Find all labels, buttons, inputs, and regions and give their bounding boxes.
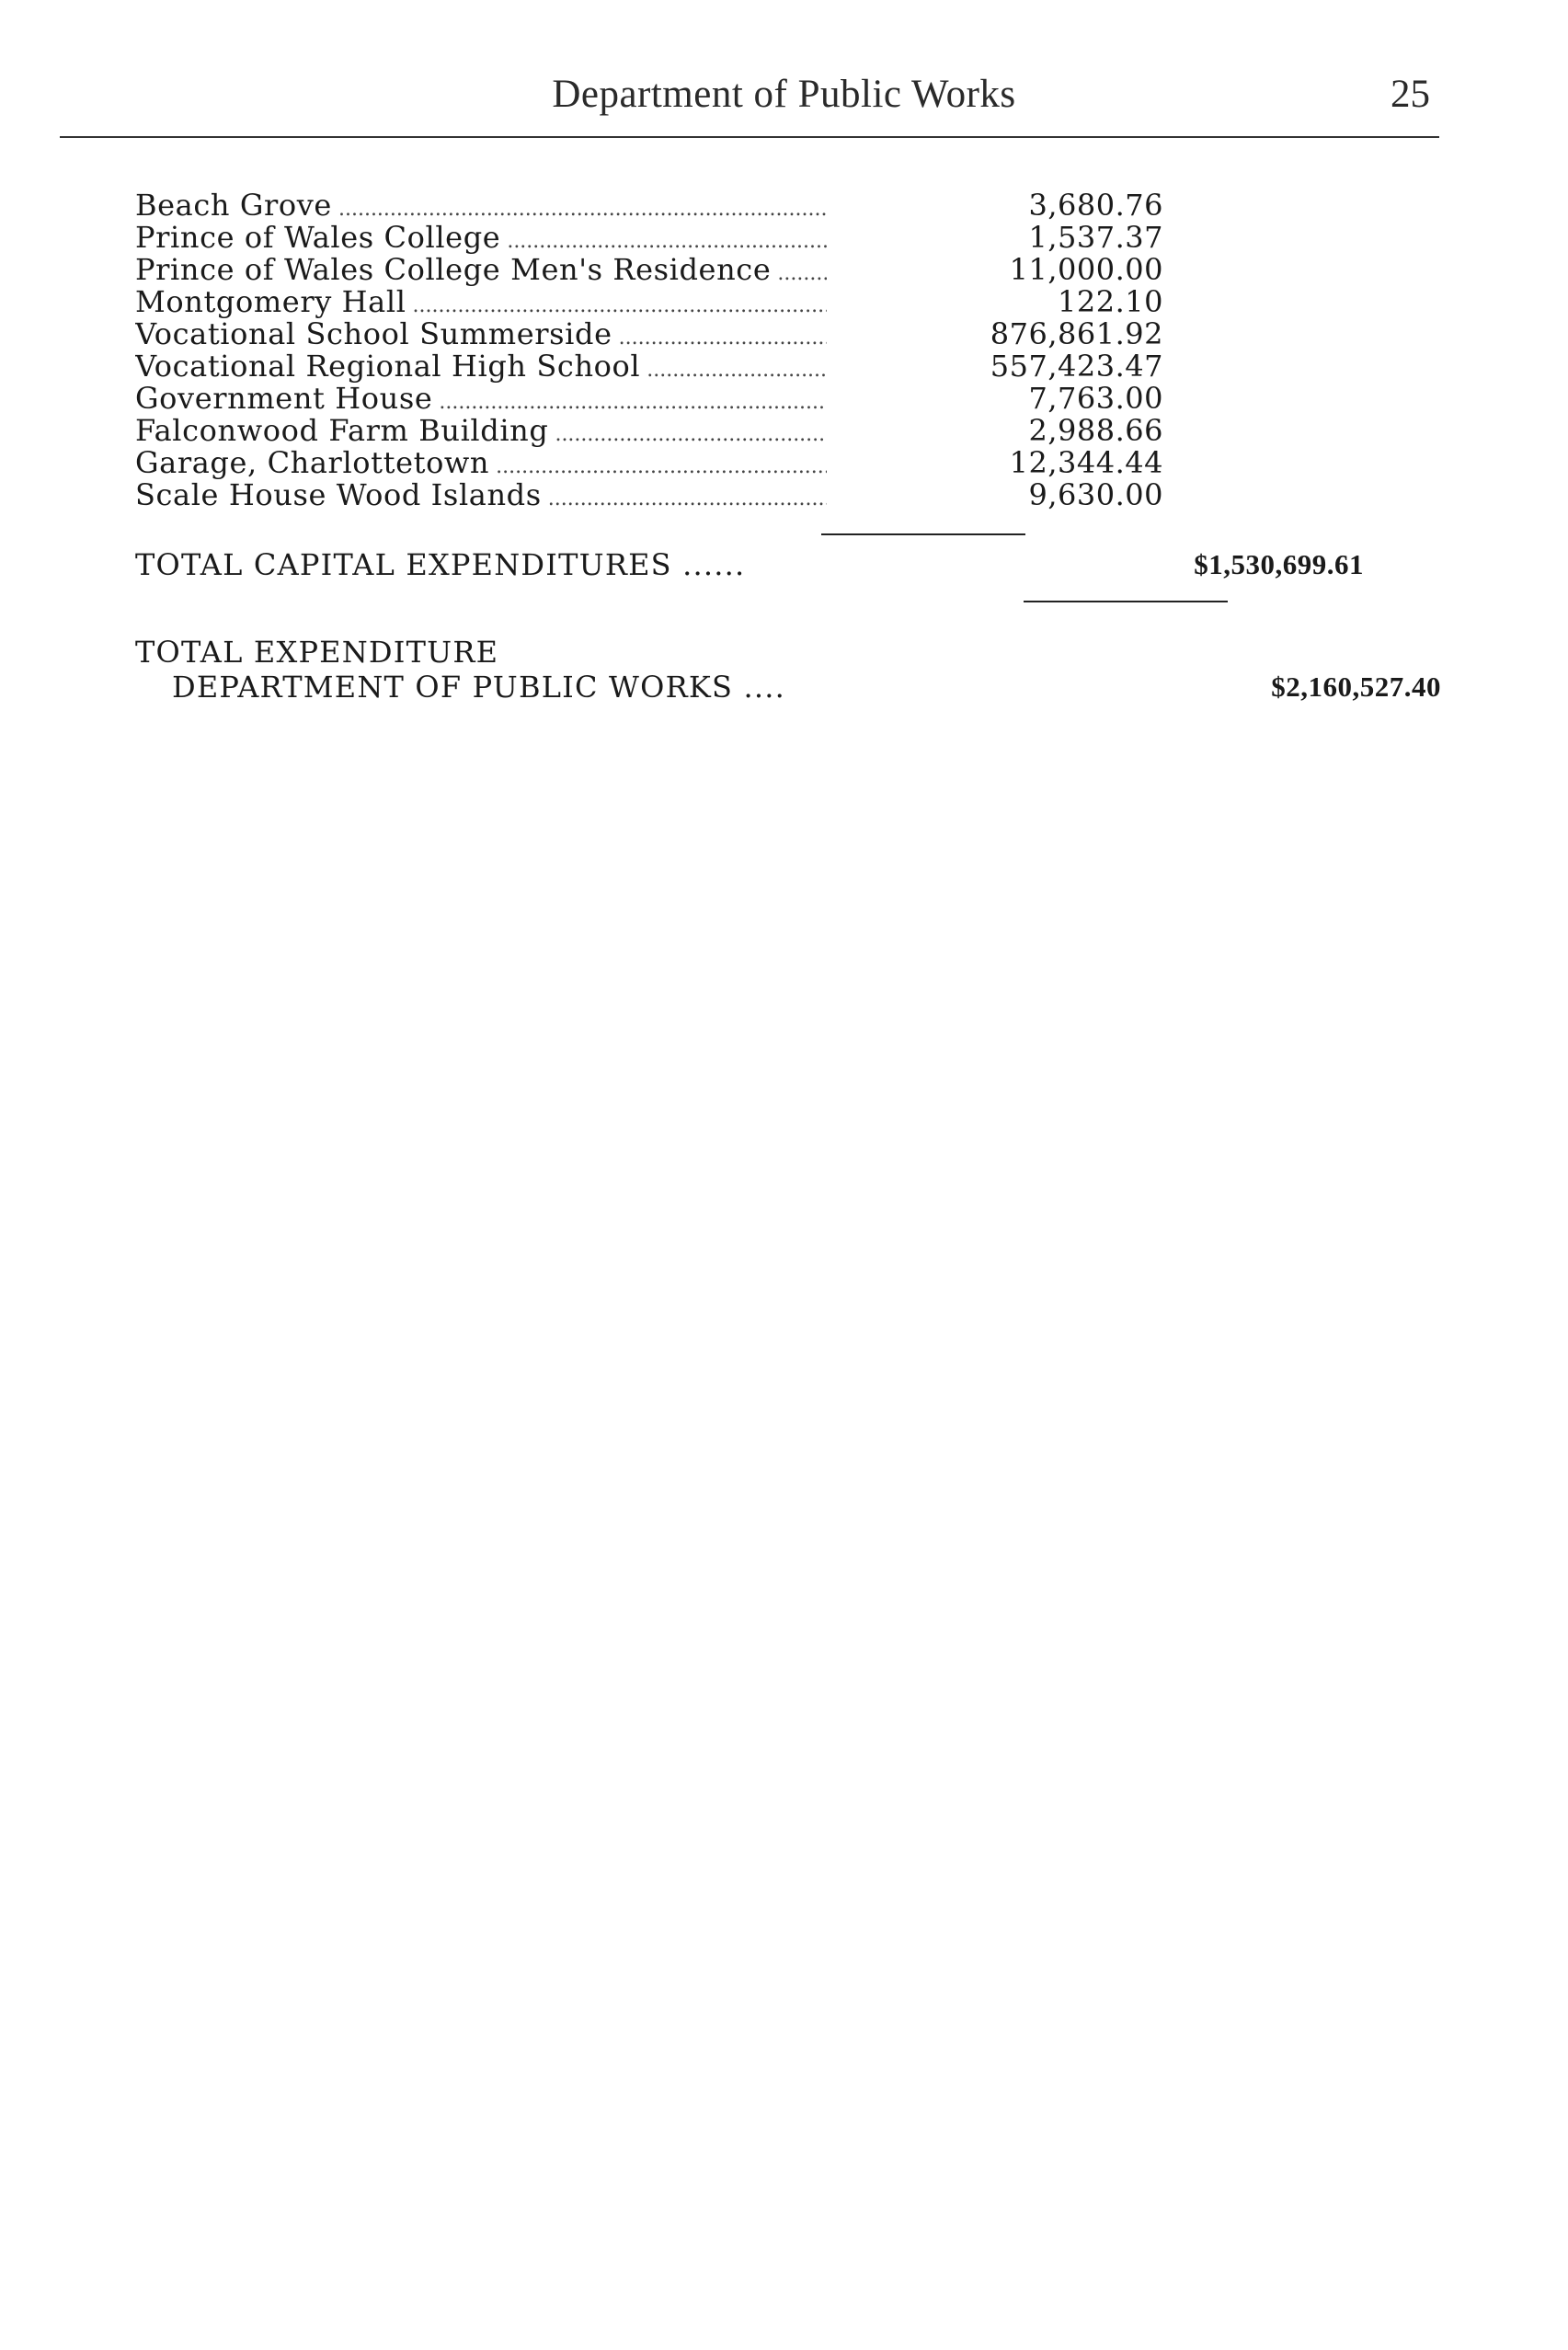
item-amount: 876,861.92 [990, 316, 1163, 351]
item-label: Garage, Charlottetown ..... [135, 447, 827, 483]
list-item [135, 413, 1163, 448]
page-title: Department of Public Works [552, 73, 1016, 116]
page-number: 25 [1391, 73, 1430, 116]
item-label: Government House ..... [135, 383, 827, 418]
list-item [135, 445, 1163, 480]
item-label: Vocational Regional High School ..... [135, 350, 827, 386]
item-label: Vocational School Summerside ..... [135, 318, 827, 354]
list-item [135, 220, 1163, 255]
item-label: Beach Grove ..... [135, 189, 827, 225]
total-expenditure-value: $2,160,527.40 [1271, 671, 1441, 703]
item-label: Falconwood Farm Building ..... [135, 415, 827, 451]
list-item [135, 284, 1163, 319]
total-expenditure-block [135, 635, 1441, 705]
list-item [135, 252, 1163, 287]
list-item [135, 349, 1163, 384]
item-label: Montgomery Hall ..... [135, 286, 827, 322]
total-capital-value: $1,530,699.61 [1194, 548, 1364, 580]
subtotal-rule [821, 533, 1025, 535]
total-expenditure-label: TOTAL EXPENDITURE [135, 635, 499, 670]
item-amount: 2,988.66 [1028, 413, 1163, 448]
item-amount: 12,344.44 [1009, 445, 1163, 480]
item-amount: 7,763.00 [1028, 381, 1163, 416]
header-divider [60, 136, 1439, 138]
item-amount: 122.10 [1058, 284, 1163, 319]
list-item [135, 381, 1163, 416]
item-label: Scale House Wood Islands ..... [135, 479, 827, 515]
item-amount: 9,630.00 [1028, 477, 1163, 512]
item-label: Prince of Wales College Men's Residence ..... [135, 254, 827, 290]
item-amount: 557,423.47 [990, 349, 1163, 384]
item-label: Prince of Wales College ..... [135, 222, 827, 258]
item-amount: 3,680.76 [1028, 188, 1163, 223]
list-item [135, 477, 1163, 512]
item-amount: 1,537.37 [1028, 220, 1163, 255]
total-capital-label: TOTAL CAPITAL EXPENDITURES ...... [135, 547, 746, 582]
list-item [135, 316, 1163, 351]
item-amount: 11,000.00 [1009, 252, 1163, 287]
capital-items-list [135, 188, 1163, 512]
total-capital-row [135, 546, 1364, 583]
total-expenditure-row [135, 670, 1441, 705]
list-item [135, 188, 1163, 223]
department-label: DEPARTMENT OF PUBLIC WORKS .... [172, 670, 785, 705]
total-capital-rule [1024, 601, 1228, 602]
